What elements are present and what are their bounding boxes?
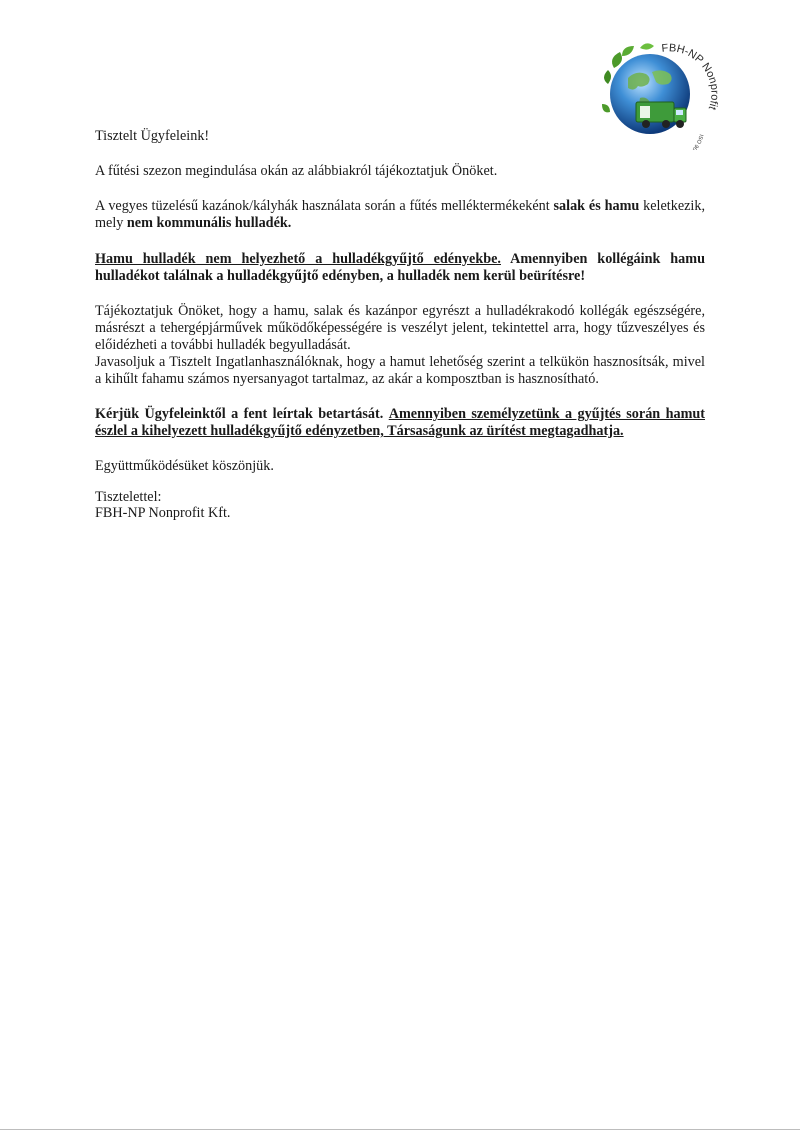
intro-paragraph: A fűtési szezon megindulása okán az alábbiakról tájékoztatjuk Önöket. xyxy=(95,163,498,179)
thanks-line: Együttműködésüket köszönjük. xyxy=(95,458,274,474)
logo-arc-text: FBH-NP Non it xyxy=(661,42,718,112)
paragraph-byproduct-text-b: keletkezik, mely xyxy=(95,198,705,231)
paragraph-hazard: Tájékoztatjuk Önöket, hogy a hamu, salak és kazánpor egyrészt a hulladékrakodó kollégák egészségére, másrészt a tehergépjárművek működőképességére is veszélyt jelent, tekintettel arra, hogy tűzveszélyes és előidézheti a további hulladék begyulladását. xyxy=(95,303,705,353)
signature-line: FBH-NP Nonprofit Kft. xyxy=(95,505,231,521)
request-bold-underlined: Amennyiben személyzetünk a gyűjtés során hamut észlel a kihelyezett hulladékgyűjtő edényzetben, Társaságunk az ürítést megtagadhatja. xyxy=(95,406,706,439)
paragraph-byproduct-bold-b: nem kommunális hulladék. xyxy=(126,215,292,231)
greeting: Tisztelt Ügyfeleink! xyxy=(95,128,210,144)
paragraph-ash-warning xyxy=(95,251,705,285)
letter-body xyxy=(95,128,705,521)
page-bottom-divider xyxy=(0,1129,800,1130)
request-bold: Kérjük Ügyfeleinktől a fent leírtak betartását. xyxy=(95,406,384,422)
paragraph-request xyxy=(95,406,705,440)
paragraph-recommendation: Javasoljuk a Tisztelt Ingatlanhasználóknak, hogy a hamut lehetőség szerint a telkükön hasznosítsák, mivel a kihűlt fahamu számos nyersanyagot tartalmaz, az akár a komposztban is hasznosítható. xyxy=(95,354,705,387)
ash-warning-rest: Amennyiben kollégáink hamu hulladékot találnak a hulladékgyűjtő edényben, a hulladék nem kerül beürítésre! xyxy=(95,251,705,284)
paragraph-byproduct xyxy=(95,198,705,232)
ash-warning-underlined: Hamu hulladék nem helyezhető a hulladékgyűjtő edényekbe. xyxy=(95,251,501,267)
paragraph-byproduct-bold-a: salak és hamu xyxy=(553,198,640,214)
paragraph-byproduct-text-a: A vegyes tüzelésű kazánok/kályhák használata során a fűtés melléktermékeként xyxy=(95,198,554,214)
logo-small-text: ISO 90 xyxy=(690,133,704,150)
closing-line: Tisztelettel: xyxy=(95,489,162,505)
